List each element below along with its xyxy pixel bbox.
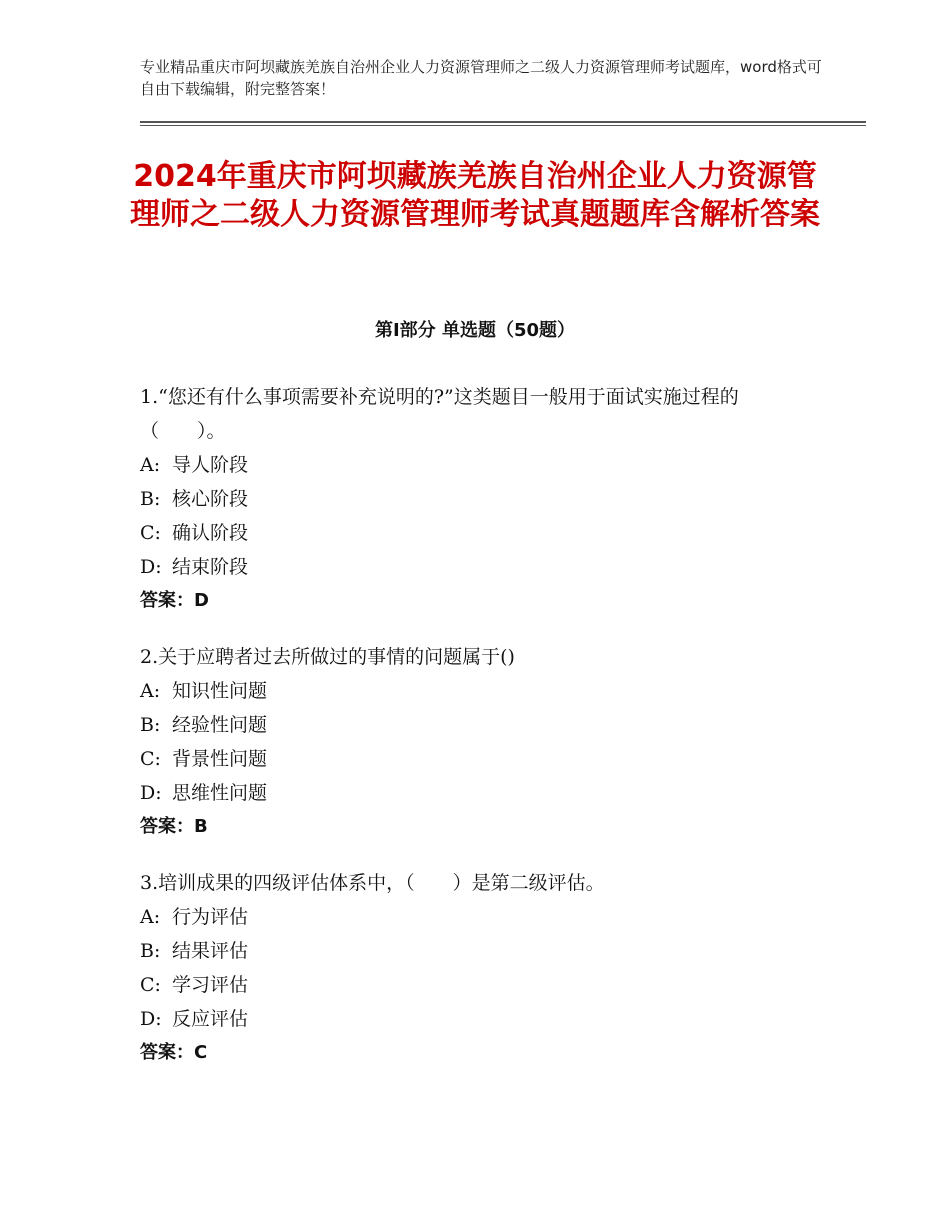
option-a — [140, 674, 820, 708]
answer-label: 答案：D — [140, 590, 209, 611]
option-c — [140, 968, 820, 1002]
option-key: D: — [140, 782, 162, 804]
option-key: A: — [140, 454, 161, 476]
question-3 — [140, 866, 820, 1070]
option-b — [140, 934, 820, 968]
header-note: 专业精品重庆市阿坝藏族羌族自治州企业人力资源管理师之二级人力资源管理师考试题库，word格式可自由下载编辑，附完整答案！ — [140, 58, 822, 98]
option-text: 核心阶段 — [172, 488, 249, 510]
option-text: 反应评估 — [172, 1008, 249, 1030]
option-text: 经验性问题 — [172, 714, 268, 736]
option-text: 思维性问题 — [172, 782, 268, 804]
section-title: 第Ⅰ部分 单选题（50题） — [374, 320, 575, 341]
option-text: 知识性问题 — [172, 680, 268, 702]
option-key: B: — [140, 940, 161, 962]
question-2 — [140, 640, 820, 844]
option-text: 学习评估 — [172, 974, 249, 996]
option-text: 确认阶段 — [172, 522, 249, 544]
option-text: 结果评估 — [172, 940, 249, 962]
option-text: 导人阶段 — [172, 454, 249, 476]
option-key: C: — [140, 748, 161, 770]
option-b — [140, 482, 820, 516]
option-b — [140, 708, 820, 742]
option-d — [140, 550, 820, 584]
header-divider-thin — [140, 125, 866, 126]
option-key: B: — [140, 714, 161, 736]
option-key: B: — [140, 488, 161, 510]
answer-label: 答案：C — [140, 1042, 208, 1063]
option-text: 结束阶段 — [172, 556, 249, 578]
answer-label: 答案：B — [140, 816, 208, 837]
option-key: A: — [140, 680, 161, 702]
header-divider-thick — [140, 121, 866, 123]
question-1 — [140, 380, 820, 618]
document-title: 2024年重庆市阿坝藏族羌族自治州企业人力资源管理师之二级人力资源管理师考试真题题库含解析答案 — [130, 159, 820, 232]
option-key: A: — [140, 906, 161, 928]
question-stem: 2.关于应聘者过去所做过的事情的问题属于() — [140, 646, 515, 668]
question-stem: 1.“您还有什么事项需要补充说明的?”这类题目一般用于面试实施过程的（ ）。 — [140, 386, 739, 442]
option-c — [140, 742, 820, 776]
option-text: 背景性问题 — [172, 748, 268, 770]
option-a — [140, 448, 820, 482]
option-key: C: — [140, 974, 161, 996]
option-d — [140, 776, 820, 810]
question-stem: 3.培训成果的四级评估体系中，（ ）是第二级评估。 — [140, 872, 605, 894]
option-key: D: — [140, 1008, 162, 1030]
option-a — [140, 900, 820, 934]
option-key: D: — [140, 556, 162, 578]
option-key: C: — [140, 522, 161, 544]
option-text: 行为评估 — [172, 906, 249, 928]
question-list — [140, 380, 820, 1092]
option-d — [140, 1002, 820, 1036]
option-c — [140, 516, 820, 550]
